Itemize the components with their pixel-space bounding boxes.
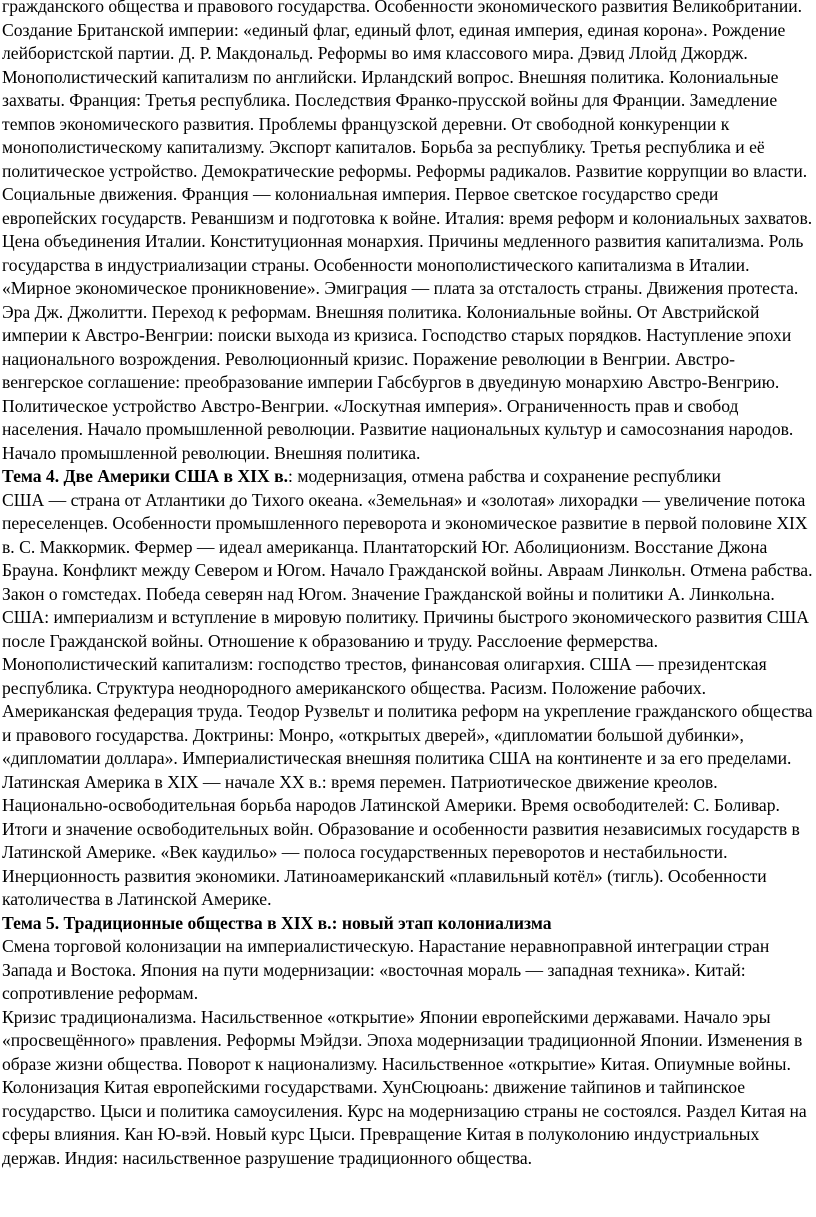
- paragraph-topic-5-body: Кризис традиционализма. Насильственное «открытие» Японии европейскими державами. Начало эры «просвещённого» правления. Реформы Мэйдзи. Эпоха модернизации традиционной Японии. Изменения в образе жизни общества. Поворот к национализму. Насильственное «открытие» Китая. Опиумные войны. Колонизация Китая европейскими государствами. ХунСюцюань: движение тайпинов и тайпинское государство. Цыси и политика самоусиления. Курс на модернизацию страны не состоялся. Раздел Китая на сферы влияния. Кан Ю-вэй. Новый курс Цыси. Превращение Китая в полуколонию индустриальных держав. Индия: насильственное разрушение традиционного общества.: [2, 1006, 807, 1168]
- topic-4-heading: Тема 4. Две Америки США в XIX в.: [2, 466, 289, 486]
- topic-4-subtitle: : модернизация, отмена рабства и сохранение республики: [288, 466, 721, 486]
- document-text: [2, 0, 814, 1170]
- topic-5-header-line: [2, 912, 814, 936]
- paragraph-european-countries: гражданского общества и правового государства. Особенности экономического развития Великобритании. Создание Британской империи: «единый флаг, единый флот, единая империя, единая корона». Рождение лейбористской партии. Д. Р. Макдональд. Реформы во имя классового мира. Дэвид Ллойд Джордж. Монополистический капитализм по английски. Ирландский вопрос. Внешняя политика. Колониальные захваты. Франция: Третья республика. Последствия Франко-прусской войны для Франции. Замедление темпов экономического развития. Проблемы французской деревни. От свободной конкуренции к монополистическому капитализму. Экспорт капиталов. Борьба за республику. Третья республика и её политическое устройство. Демократические реформы. Реформы радикалов. Развитие коррупции во власти. Социальные движения. Франция — колониальная империя. Первое светское государство среди европейских государств. Реваншизм и подготовка к войне. Италия: время реформ и колониальных захватов. Цена объединения Италии. Конституционная монархия. Причины медленного развития капитализма. Роль государства в индустриализации страны. Особенности монополистического капитализма в Италии. «Мирное экономическое проникновение». Эмиграция — плата за отсталость страны. Движения протеста. Эра Дж. Джолитти. Переход к реформам. Внешняя политика. Колониальные войны. От Австрийской империи к Австро-Венгрии: поиски выхода из кризиса. Господство старых порядков. Наступление эпохи национального возрождения. Революционный кризис. Поражение революции в Венгрии. Австро-венгерское соглашение: преобразование империи Габсбургов в двуединую монархию Австро-Венгрию. Политическое устройство Австро-Венгрии. «Лоскутная империя». Ограниченность прав и свобод населения. Начало промышленной революции. Развитие национальных культур и самосознания народов. Начало промышленной революции. Внешняя политика.: [2, 0, 813, 463]
- topic-5-heading: Тема 5. Традиционные общества в XIX в.: новый этап колониализма: [2, 912, 552, 933]
- topic-4-header-line: [2, 465, 814, 489]
- paragraph-topic-5-intro: Смена торговой колонизации на империалистическую. Нарастание неравноправной интеграции стран Запада и Востока. Япония на пути модернизации: «восточная мораль — западная техника». Китай: сопротивление реформам.: [2, 936, 770, 1003]
- paragraph-topic-4-body: США — страна от Атлантики до Тихого океана. «Земельная» и «золотая» лихорадки — увеличение потока переселенцев. Особенности промышленного переворота и экономическое развитие в первой половине XIX в. С. Маккормик. Фермер — идеал американца. Плантаторский Юг. Аболиционизм. Восстание Джона Брауна. Конфликт между Севером и Югом. Начало Гражданской войны. Авраам Линкольн. Отмена рабства. Закон о гомстедах. Победа северян над Югом. Значение Гражданской войны и политики А. Линкольна. США: империализм и вступление в мировую политику. Причины быстрого экономического развития США после Гражданской войны. Отношение к образованию и труду. Расслоение фермерства. Монополистический капитализм: господство трестов, финансовая олигархия. США — президентская республика. Структура неоднородного американского общества. Расизм. Положение рабочих. Американская федерация труда. Теодор Рузвельт и политика реформ на укрепление гражданского общества и правового государства. Доктрины: Монро, «открытых дверей», «дипломатии большой дубинки», «дипломатии доллара». Империалистическая внешняя политика США на континенте и за его пределами. Латинская Америка в XIX — начале XX в.: время перемен. Патриотическое движение креолов. Национально-освободительная борьба народов Латинской Америки. Время освободителей: С. Боливар. Итоги и значение освободительных войн. Образование и особенности развития независимых государств в Латинской Америке. «Век каудильо» — полоса государственных переворотов и нестабильности. Инерционность развития экономики. Латиноамериканский «плавильный котёл» (тигль). Особенности католичества в Латинской Америке.: [2, 489, 813, 909]
